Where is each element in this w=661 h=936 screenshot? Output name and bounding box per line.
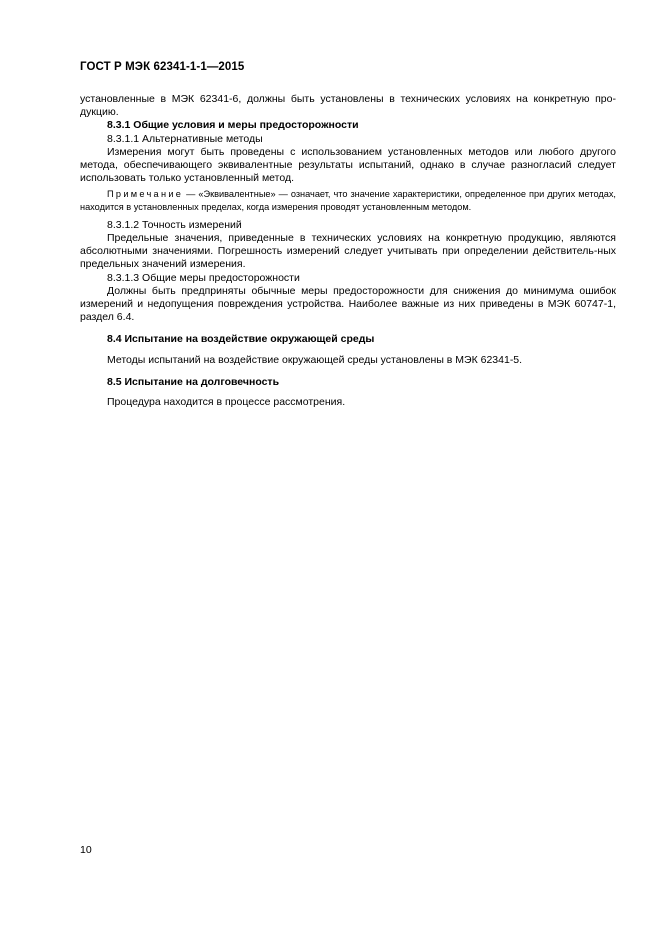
section-8-3-1-1-title: 8.3.1.1 Альтернативные методы [107, 132, 263, 145]
section-8-3-1-2-title: 8.3.1.2 Точность измерений [107, 218, 242, 231]
continuation-paragraph: установленные в МЭК 62341-6, должны быть установлены в технических условиях на конкретную про-дукцию. [80, 93, 616, 119]
page-number: 10 [80, 844, 92, 856]
note-label: Примечание [107, 189, 184, 200]
note-text: — «Эквивалентные» — означает, что значение характеристики, определенное при других методах, находится в установленных пределах, когда измерения проводят установленным методом. [80, 189, 616, 212]
section-8-3-1-1-text: Измерения могут быть проведены с использованием установленных методов или любого другого метода, обеспечивающего эквивалентные результаты испытаний, однако в случае разногласий следует использовать только установленный метод. [80, 145, 616, 185]
document-body [80, 93, 616, 409]
section-8-3-1-3-title: 8.3.1.3 Общие меры предосторожности [107, 271, 300, 284]
section-8-3-1-3-text: Должны быть предприняты обычные меры предосторожности для снижения до минимума ошибок измерений и недопущения повреждения устройства. Наиболее важные из них приведены в МЭК 60747-1, раздел 6.4. [80, 284, 616, 324]
section-8-5-text: Процедура находится в процессе рассмотрения. [107, 396, 346, 409]
section-8-5-heading: 8.5 Испытание на долговечность [107, 375, 280, 388]
note-paragraph [80, 188, 616, 212]
standard-header: ГОСТ Р МЭК 62341-1-1—2015 [80, 61, 245, 73]
section-8-4-heading: 8.4 Испытание на воздействие окружающей среды [107, 333, 375, 346]
section-8-4-text: Методы испытаний на воздействие окружающей среды установлены в МЭК 62341-5. [107, 353, 523, 366]
section-8-3-1-heading: 8.3.1 Общие условия и меры предосторожности [107, 119, 359, 132]
section-8-3-1-2-text: Предельные значения, приведенные в технических условиях на конкретную продукцию, являются абсолютными значениями. Погрешность измерений следует учитывать при определении действитель-ных предельных значений измерения. [80, 232, 616, 271]
